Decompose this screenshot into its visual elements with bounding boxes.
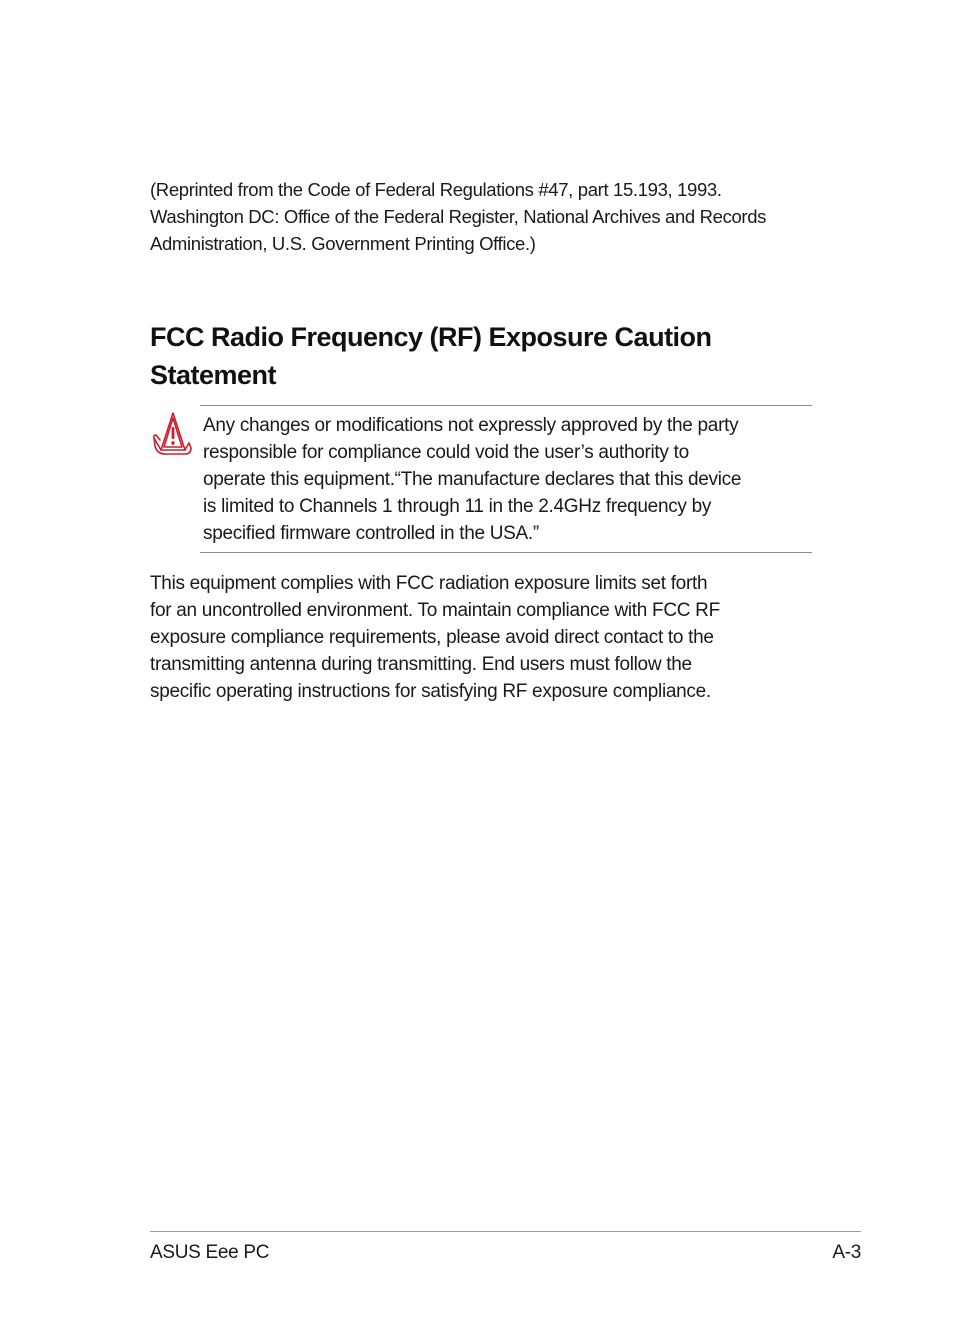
footer-divider [150, 1231, 861, 1232]
warning-hand-icon [151, 410, 193, 458]
reprint-note-line: (Reprinted from the Code of Federal Regulations #47, part 15.193, 1993. [150, 179, 722, 200]
caution-line: specified firmware controlled in the USA.” [203, 523, 539, 544]
caution-text [203, 412, 809, 547]
section-title-line: Statement [150, 360, 277, 390]
compliance-line: This equipment complies with FCC radiation exposure limits set forth [150, 573, 708, 594]
reprint-note-line: Washington DC: Office of the Federal Register, National Archives and Records [150, 206, 767, 227]
section-title-line: FCC Radio Frequency (RF) Exposure Caution [150, 322, 712, 352]
compliance-line: exposure compliance requirements, please avoid direct contact to the [150, 627, 714, 648]
reprint-note [150, 176, 830, 257]
section-title [150, 318, 830, 394]
footer-page-number: A-3 [832, 1242, 861, 1263]
compliance-line: for an uncontrolled environment. To maintain compliance with FCC RF [150, 600, 720, 621]
caution-line: responsible for compliance could void the user’s authority to [203, 442, 689, 463]
caution-line: operate this equipment.“The manufacture declares that this device [203, 469, 742, 490]
footer-product-name: ASUS Eee PC [150, 1242, 270, 1263]
caution-line: Any changes or modifications not expressly approved by the party [203, 415, 739, 436]
caution-line: is limited to Channels 1 through 11 in the 2.4GHz frequency by [203, 496, 712, 517]
compliance-line: specific operating instructions for satisfying RF exposure compliance. [150, 681, 711, 702]
reprint-note-line: Administration, U.S. Government Printing Office.) [150, 233, 536, 254]
compliance-paragraph [150, 570, 830, 705]
compliance-line: transmitting antenna during transmitting. End users must follow the [150, 654, 692, 675]
caution-box [200, 405, 812, 553]
